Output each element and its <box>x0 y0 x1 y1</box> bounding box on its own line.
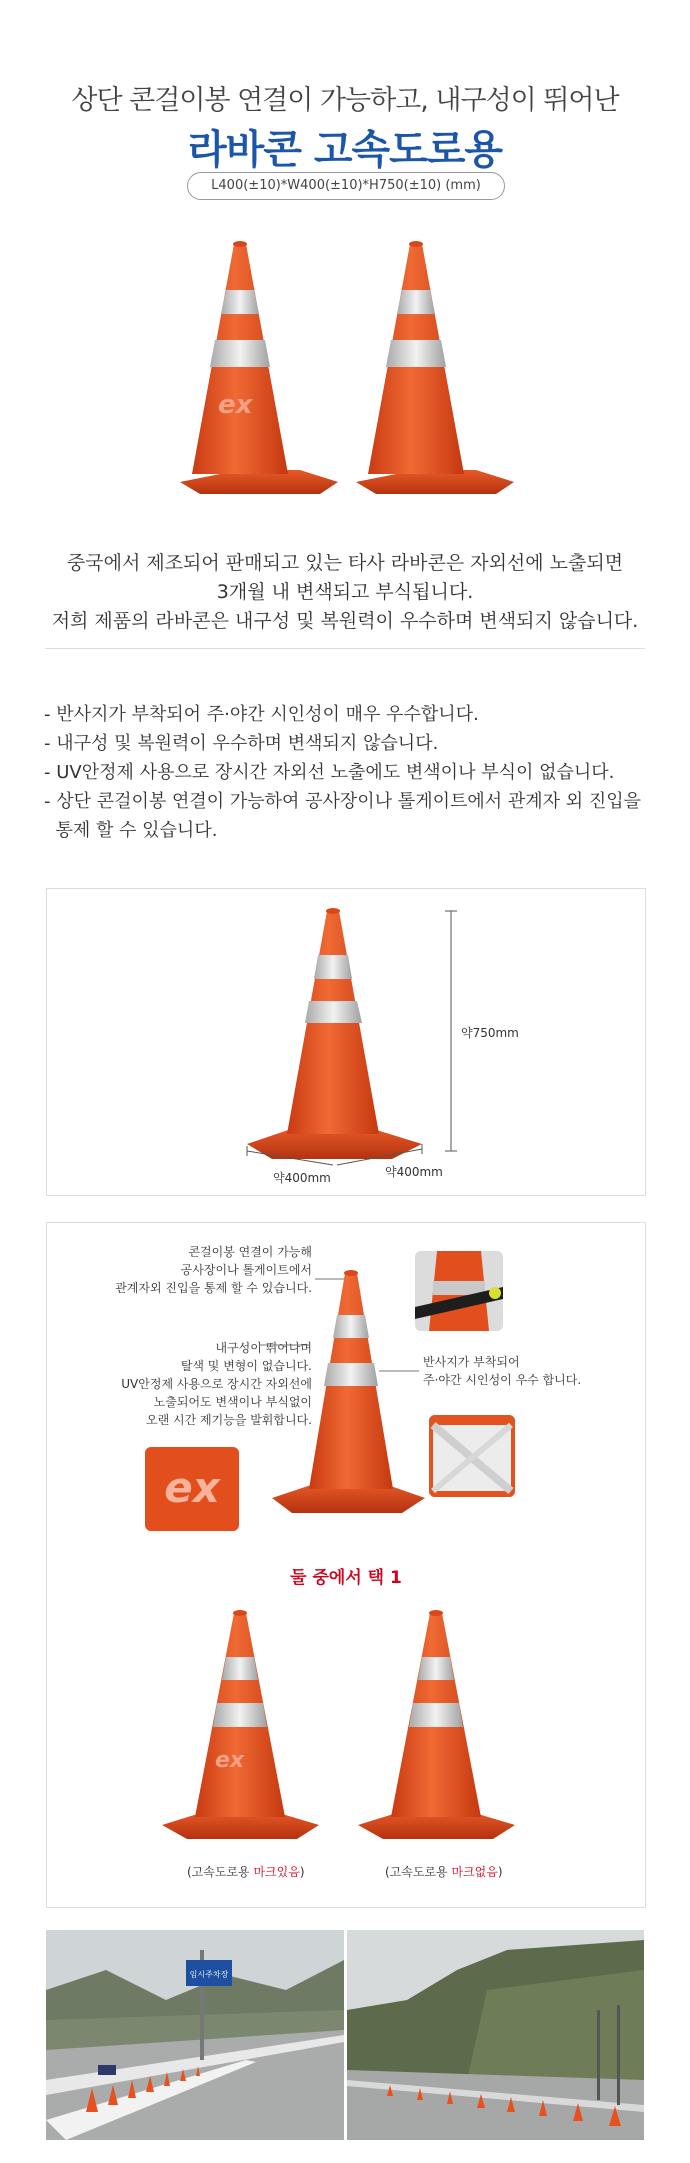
road-scene-right-image <box>347 1930 644 2140</box>
detail-cone-image <box>47 1223 645 1523</box>
dimension-panel <box>46 888 646 1196</box>
pole-connection-icon <box>415 1251 503 1331</box>
road-photo-right <box>347 1930 644 2140</box>
intro-line-3: 저희 제품의 라바콘은 내구성 및 복원력이 우수하며 변색되지 않습니다. <box>51 610 639 632</box>
spec-badge: L400(±10)*W400(±10)*H750(±10) (mm) <box>187 172 505 200</box>
option-ex-logo-icon: ex <box>215 1748 245 1773</box>
details-panel <box>46 1222 646 1908</box>
road-photo-left <box>46 1930 344 2140</box>
note-right: 반사지가 부착되어 주·야간 시인성이 우수 합니다. <box>423 1355 582 1387</box>
page-subtitle: 상단 콘걸이봉 연결이 가능하고, 내구성이 뛰어난 <box>71 85 619 116</box>
road-scene-left-image <box>46 1930 344 2140</box>
option-label-with-mark: (고속도로용 마크있음) <box>187 1865 305 1879</box>
cone-with-mark <box>180 241 338 494</box>
feature-item: - 반사지가 부착되어 주·야간 시인성이 매우 우수합니다. <box>44 704 479 725</box>
ex-logo-inset <box>145 1447 239 1531</box>
reflective-strip-icon <box>429 1415 515 1497</box>
road-sign-text: 임시주차장 <box>189 1970 229 1979</box>
feature-item: - UV안정제 사용으로 장시간 자외선 노출에도 변색이나 부식이 없습니다. <box>44 762 615 783</box>
option-cone-without-mark <box>358 1610 515 1839</box>
height-label: 약750mm <box>461 1026 519 1040</box>
feature-item: 통제 할 수 있습니다. <box>44 820 218 841</box>
reflective-strip-inset <box>429 1415 515 1497</box>
dimension-cone-image <box>47 889 645 1195</box>
intro-line-2: 3개월 내 변색되고 부식됩니다. <box>216 581 474 603</box>
divider <box>45 648 645 649</box>
cone-without-mark <box>356 241 514 494</box>
ex-logo-icon: ex <box>218 390 253 420</box>
feature-item: - 내구성 및 복원력이 우수하며 변색되지 않습니다. <box>44 733 439 754</box>
hero-cones-image <box>170 232 530 502</box>
note-middle: 내구성이 뛰어나며 탈색 및 변형이 없습니다. UV안정제 사용으로 장시간 자외선에 노출되어도 변색이나 부식없이 오랜 시간 제기능을 발휘합니다. <box>121 1341 312 1427</box>
width-label-right: 약400mm <box>385 1165 443 1179</box>
option-cone-with-mark <box>162 1610 319 1839</box>
pole-connection-inset <box>415 1251 503 1331</box>
option-label-without-mark: (고속도로용 마크없음) <box>385 1865 503 1879</box>
ex-logo-text: ex <box>164 1463 220 1512</box>
feature-item: - 상단 콘걸이봉 연결이 가능하여 공사장이나 톨게이트에서 관계자 외 진입을 <box>44 791 642 812</box>
page-title: 라바콘 고속도로용 <box>187 127 503 173</box>
option-cones-image <box>47 1605 645 1845</box>
intro-line-1: 중국에서 제조되어 판매되고 있는 타사 라바콘은 자외선에 노출되면 <box>66 552 624 574</box>
choose-label: 둘 중에서 택 1 <box>290 1568 402 1588</box>
width-label-left: 약400mm <box>273 1171 331 1185</box>
note-top: 콘걸이봉 연결이 가능해 공사장이나 톨게이트에서 관계자외 진입을 통제 할 수 있습니다. <box>115 1245 312 1295</box>
